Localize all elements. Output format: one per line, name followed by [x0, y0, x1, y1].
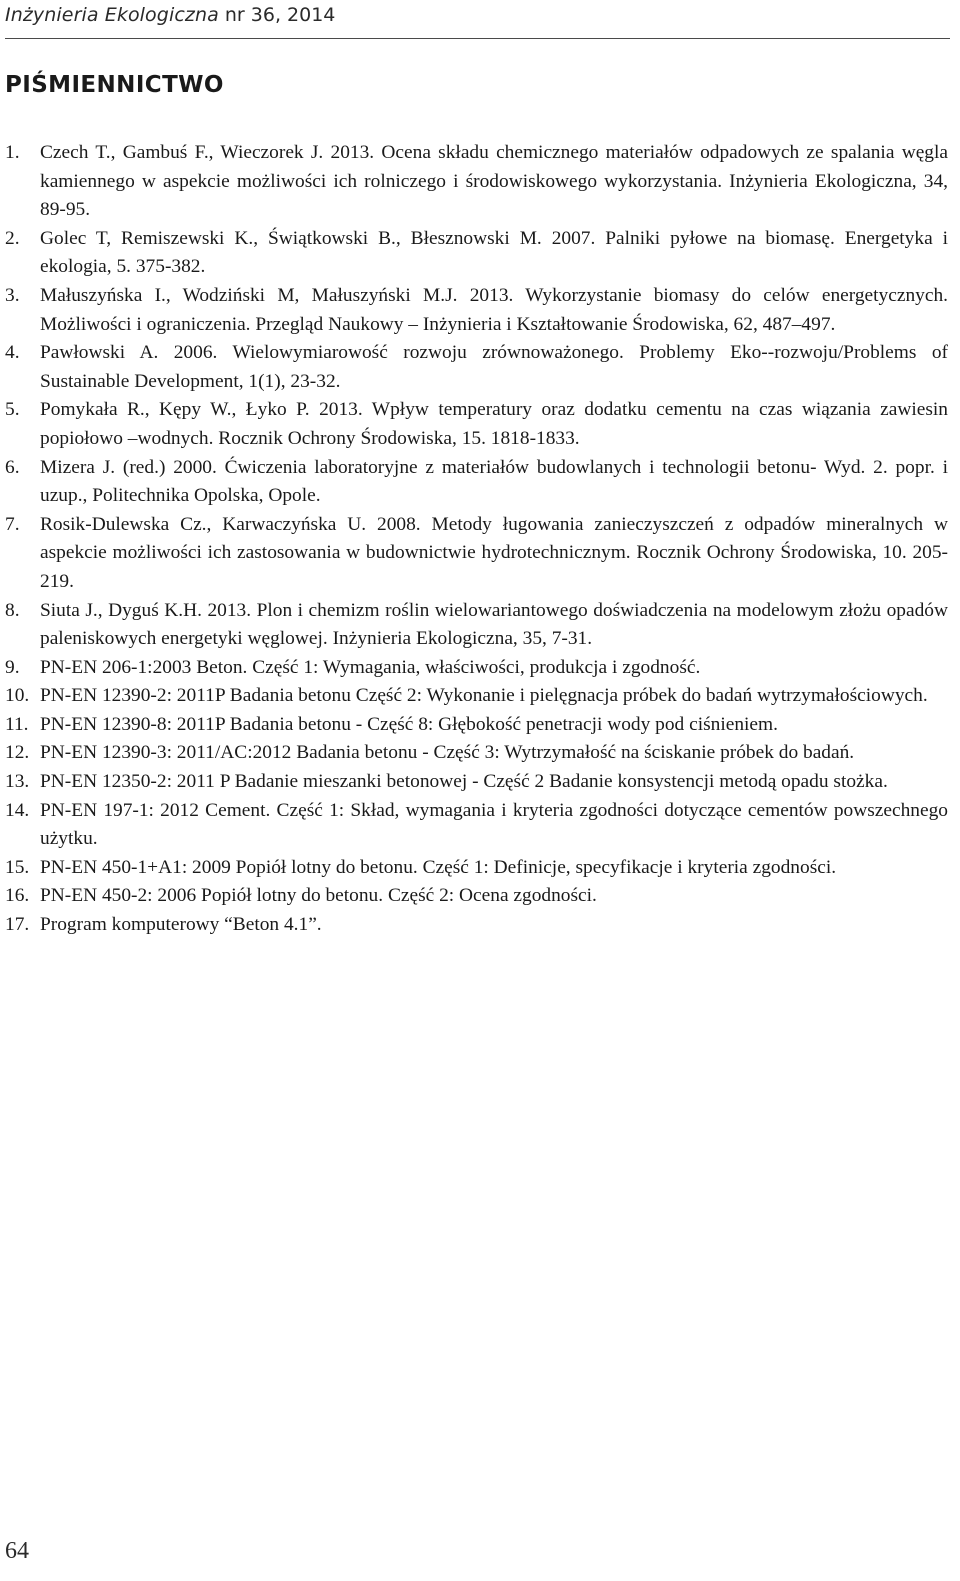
reference-number: 17.: [5, 914, 30, 936]
reference-number: 8.: [5, 599, 20, 621]
reference-item: [5, 225, 948, 282]
reference-number: 2.: [5, 227, 20, 249]
reference-item: [5, 597, 948, 654]
reference-number: 10.: [5, 685, 30, 707]
reference-item: [5, 711, 948, 740]
running-header: [5, 4, 950, 39]
reference-text: Pomykała R., Kępy W., Łyko P. 2013. Wpływ temperatury oraz dodatku cementu na czas wiązania zawiesin popiołowo –wodnych. Rocznik Ochrony Środowiska, 15. 1818-1833.: [40, 399, 948, 449]
reference-list: [5, 139, 948, 940]
reference-text: PN-EN 12350-2: 2011 P Badanie mieszanki betonowej - Część 2 Badanie konsystencji metodą opadu stożka.: [40, 771, 888, 793]
reference-text: Małuszyńska I., Wodziński M, Małuszyński M.J. 2013. Wykorzystanie biomasy do celów energetycznych. Możliwości i ograniczenia. Przegląd Naukowy – Inżynieria i Kształtowanie Środowiska, 62, 487–497.: [40, 284, 948, 335]
journal-name: Inżynieria Ekologiczna: [5, 4, 219, 26]
reference-number: 13.: [5, 771, 30, 793]
reference-text: PN-EN 206-1:2003 Beton. Część 1: Wymagania, właściwości, produkcja i zgodność.: [40, 656, 701, 678]
reference-text: PN-EN 12390-3: 2011/AC:2012 Badania betonu - Część 3: Wytrzymałość na ściskanie próbek do badań.: [40, 742, 855, 764]
reference-item: [5, 682, 948, 711]
reference-number: 7.: [5, 513, 20, 535]
section-title: PIŚMIENNICTWO: [5, 72, 224, 98]
reference-number: 16.: [5, 885, 30, 907]
reference-number: 5.: [5, 399, 20, 421]
reference-item: [5, 282, 948, 339]
reference-text: Siuta J., Dyguś K.H. 2013. Plon i chemizm roślin wielowariantowego doświadczenia na modelowym złożu opadów paleniskowych energetyki węglowej. Inżynieria Ekologiczna, 35, 7-31.: [40, 599, 948, 650]
reference-item: [5, 654, 948, 683]
journal-issue: nr 36, 2014: [218, 4, 336, 26]
reference-number: 1.: [5, 142, 20, 163]
reference-number: 3.: [5, 284, 20, 306]
reference-text: Czech T., Gambuś F., Wieczorek J. 2013. Ocena składu chemicznego materiałów odpadowych ze spalania węgla kamiennego w aspekcie możliwości ich rolniczego i środowiskowego wykorzystania. Inżynieria Ekologiczna, 34, 89-95.: [40, 142, 948, 221]
reference-item: [5, 139, 948, 225]
reference-item: [5, 768, 948, 797]
reference-text: PN-EN 12390-8: 2011P Badania betonu - Część 8: Głębokość penetracji wody pod ciśnieniem.: [40, 713, 778, 735]
reference-item: [5, 511, 948, 597]
page-number: 64: [5, 1538, 29, 1564]
reference-number: 6.: [5, 456, 20, 478]
reference-text: Pawłowski A. 2006. Wielowymiarowość rozwoju zrównoważonego. Problemy Eko-‑rozwoju/Problems of Sustainable Development, 1(1), 23-32.: [40, 342, 948, 392]
reference-number: 9.: [5, 656, 20, 678]
reference-text: Rosik-Dulewska Cz., Karwaczyńska U. 2008. Metody ługowania zanieczyszczeń z odpadów mineralnych w aspekcie możliwości ich zastosowania w budownictwie hydrotechnicznym. Rocznik Ochrony Środowiska, 10. 205-219.: [40, 513, 948, 592]
reference-item: [5, 454, 948, 511]
reference-number: 15.: [5, 856, 30, 878]
reference-item: [5, 339, 948, 396]
reference-text: Mizera J. (red.) 2000. Ćwiczenia laboratoryjne z materiałów budowlanych i technologii betonu- Wyd. 2. popr. i uzup., Politechnika Opolska, Opole.: [40, 456, 948, 507]
reference-item: [5, 739, 948, 768]
reference-item: [5, 911, 948, 940]
reference-text: PN-EN 197-1: 2012 Cement. Część 1: Skład, wymagania i kryteria zgodności dotyczące cementów powszechnego użytku.: [40, 799, 948, 850]
reference-number: 12.: [5, 742, 30, 764]
reference-item: [5, 882, 948, 911]
reference-text: PN-EN 450-2: 2006 Popiół lotny do betonu. Część 2: Ocena zgodności.: [40, 885, 597, 907]
reference-item: [5, 854, 948, 883]
reference-item: [5, 797, 948, 854]
reference-text: Golec T, Remiszewski K., Świątkowski B., Błesznowski M. 2007. Palniki pyłowe na biomasę. Energetyka i ekologia, 5. 375-382.: [40, 227, 948, 278]
reference-number: 11.: [5, 713, 29, 735]
reference-number: 14.: [5, 799, 30, 821]
reference-item: [5, 396, 948, 453]
reference-text: Program komputerowy “Beton 4.1”.: [40, 914, 322, 936]
reference-number: 4.: [5, 342, 20, 364]
reference-text: PN-EN 450-1+A1: 2009 Popiół lotny do betonu. Część 1: Definicje, specyfikacje i kryteria zgodności.: [40, 856, 837, 878]
reference-text: PN-EN 12390-2: 2011P Badania betonu Część 2: Wykonanie i pielęgnacja próbek do badań wytrzymałościowych.: [40, 685, 928, 707]
